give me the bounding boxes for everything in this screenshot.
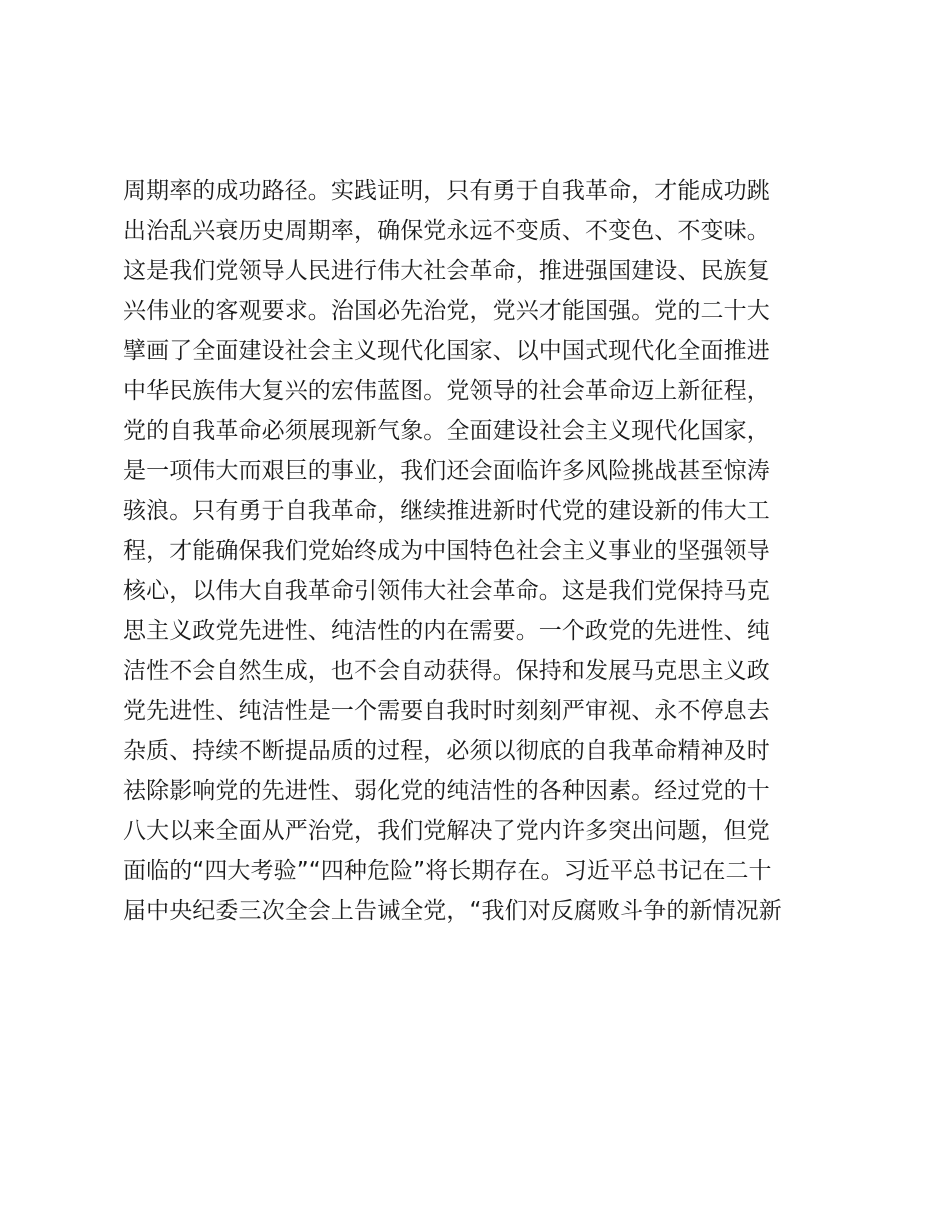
text-line: 党先进性、纯洁性是一个需要自我时时刻刻严审视、永不停息去 <box>123 698 770 724</box>
text-line: 核心，以伟大自我革命引领伟大社会革命。这是我们党保持马克 <box>123 578 770 604</box>
text-line: 思主义政党先进性、纯洁性的内在需要。一个政党的先进性、纯 <box>123 618 770 644</box>
text-line: 祛除影响党的先进性、弱化党的纯洁性的各种因素。经过党的十 <box>123 778 770 804</box>
text-line: 杂质、持续不断提品质的过程，必须以彻底的自我革命精神及时 <box>123 738 770 764</box>
text-line: 党的自我革命必须展现新气象。全面建设社会主义现代化国家， <box>123 418 770 444</box>
text-line: 擘画了全面建设社会主义现代化国家、以中国式现代化全面推进 <box>123 338 770 364</box>
text-line: 面临的“四大考验”“四种危险”将长期存在。习近平总书记在二十 <box>123 858 772 884</box>
text-line: 洁性不会自然生成，也不会自动获得。保持和发展马克思主义政 <box>123 658 770 684</box>
text-line: 届中央纪委三次全会上告诫全党，“我们对反腐败斗争的新情况新 <box>123 898 782 924</box>
text-line: 中华民族伟大复兴的宏伟蓝图。党领导的社会革命迈上新征程， <box>123 378 770 404</box>
text-line: 这是我们党领导人民进行伟大社会革命，推进强国建设、民族复 <box>123 258 770 284</box>
text-line: 骇浪。只有勇于自我革命，继续推进新时代党的建设新的伟大工 <box>123 498 770 524</box>
text-line: 出治乱兴衰历史周期率，确保党永远不变质、不变色、不变味。 <box>123 218 770 244</box>
text-line: 是一项伟大而艰巨的事业，我们还会面临许多风险挑战甚至惊涛 <box>123 458 770 484</box>
text-line: 兴伟业的客观要求。治国必先治党，党兴才能国强。党的二十大 <box>123 298 770 324</box>
text-line: 周期率的成功路径。实践证明，只有勇于自我革命，才能成功跳 <box>123 178 770 204</box>
text-line: 程，才能确保我们党始终成为中国特色社会主义事业的坚强领导 <box>123 538 770 564</box>
body-text <box>123 171 843 931</box>
text-line: 八大以来全面从严治党，我们党解决了党内许多突出问题，但党 <box>123 818 770 844</box>
